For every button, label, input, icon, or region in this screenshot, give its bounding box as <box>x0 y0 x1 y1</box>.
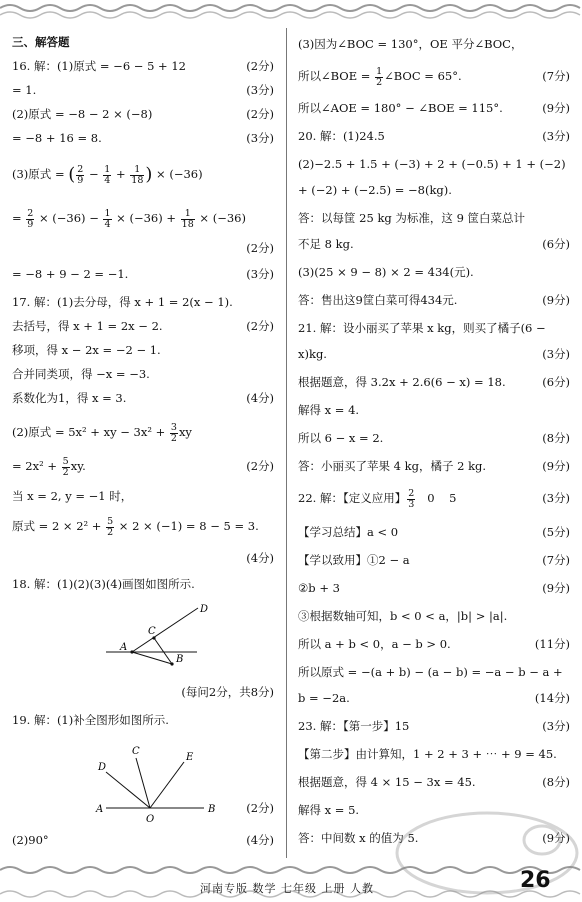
watermark-logo <box>392 808 582 898</box>
footer-book-info: 河南专版 数学 七年级 上册 人教 <box>200 882 374 895</box>
answer-line-fraction: (3)原式 = ( $\frac{2}{9}$ − $\frac{1}{4}$ + $\frac{1}{18}$ ) × (−36) <box>12 163 203 186</box>
figure-18 <box>102 600 222 674</box>
fig19-label-c: C <box>132 746 140 757</box>
column-divider <box>286 28 287 858</box>
page-number: 26 <box>520 868 551 893</box>
answer-line-fraction: = $\frac{2}{9}$ × (−36) − $\frac{1}{4}$ × (−36) + $\frac{1}{18}$ × (−36) <box>12 207 246 230</box>
fig18-label-b: B <box>176 654 184 665</box>
fig19-label-o: O <box>146 814 155 824</box>
answer-page: 三、解答题 16. 解：(1)原式 = −6 − 5 + 12 (2分) = 1. (3分) (2)原式 = −8 − 2 × (−8) (2分) = −8 + 16 = 8. (3分) (3)原式 = ( $\frac{2}{9}$ − $\frac{1}{4}$ + $\frac{1}{18}$ ) × (−36) = $\frac{2}{9}$ × (−36) − $\frac{1}{4}$ × (−36) + $\frac{1}{18}$ × (−36) (2分) = −8 + 9 − 2 = −1. (3分) 17. 解：(1)去分母，得 x + 1 = 2(x − 1). 去括号，得 x + 1 = 2x − 2. (2分) 移项，得 x − 2x = −2 − 1. 合并同类项，得 −x = −3. 系数化为1，得 x = 3. (4分) (2)原式 = 5x² + xy − 3x² + $\frac{3}{2}$ xy = 2x² + $\frac{5}{2}$ xy. (2分) 当 x = 2, y = −1 时， 原式 = 2 × 2² + $\frac{5}{2}$ × 2 × (−1) = 8 − 5 = 3. (4分) 18. 解：(1)(2)(3)(4)画图如图所示. A B C D (每问2分，共8分) 19. 解：(1)补全图形如图所示. A B C D E O (2分) (2)90° (4分) (3)因为∠BOC = 130°，OE 平分∠BOC， 所以∠BOE = $\frac{1}{2}$ ∠BOC = 65°. (7分) 所以∠AOE = 180° − ∠BOE = 115°. (9分) 20. 解：(1)24.5 (3分) (2)−2.5 + 1.5 + (−3) + 2 + (−0.5) + 1 + (−2) + (−2) + (−2.5) = −8(kg). 答：以每筐 25 kg 为标准，这 9 筐白菜总计 不足 8 kg. (6分) (3)(25 × 9 − 8) × 2 = 434(元). 答：售出这9筐白菜可得434元. (9分) 21. 解：设小丽买了苹果 x kg，则买了橘子(6 − x)kg. (3分) 根据题意，得 3.2x + 2.6(6 − x) = 18. (6分) 解得 x = 4. 所以 6 − x = 2. (8分) 答：小丽买了苹果 4 kg，橘子 2 kg. (9分) 22. 解：【定义应用】 $\frac{2}{3}$ 0 5 (3分) 【学习总结】a < 0 (5分) 【学以致用】①2 − a (7分) ②b + 3 (9分) ③根据数轴可知，b < 0 < a，|b| > |a|. 所以 a + b < 0，a − b > 0. (11分) 所以原式 = −(a + b) − (a − b) = −a − b − a + b = −2a. (14分) 23. 解：【第一步】15 (3分) 【第二步】由计算知，1 + 2 + 3 + ⋯ + 9 = 45. 根据题意，得 4 × 15 − 3x = 45. (8分) 解得 x = 5. 答：中间数 x 的值为 5. (9分) 河南专版 数学 七年级 上册 人教 26 <box>0 0 582 902</box>
answer-line-fraction: 原式 = 2 × 2² + $\frac{5}{2}$ × 2 × (−1) = 8 − 5 = 3. <box>12 515 259 538</box>
fig18-label-a: A <box>120 642 128 653</box>
top-wavy-border <box>0 0 582 26</box>
answer-line-fraction: 22. 解：【定义应用】 $\frac{2}{3}$ 0 5 (3分) <box>298 487 570 510</box>
fig19-label-a: A <box>96 804 104 815</box>
answer-line-fraction: 所以∠BOE = $\frac{1}{2}$ ∠BOC = 65°. (7分) <box>298 65 570 88</box>
fig18-label-d: D <box>200 604 209 615</box>
fig19-label-b: B <box>208 804 216 815</box>
fig19-label-d: D <box>98 762 107 773</box>
fig19-label-e: E <box>186 752 194 763</box>
answer-line-fraction: (2)原式 = 5x² + xy − 3x² + $\frac{3}{2}$ xy <box>12 421 192 444</box>
answer-line-fraction: = 2x² + $\frac{5}{2}$ xy. (2分) <box>12 455 274 478</box>
figure-19 <box>92 738 222 824</box>
fig18-label-c: C <box>148 626 156 637</box>
